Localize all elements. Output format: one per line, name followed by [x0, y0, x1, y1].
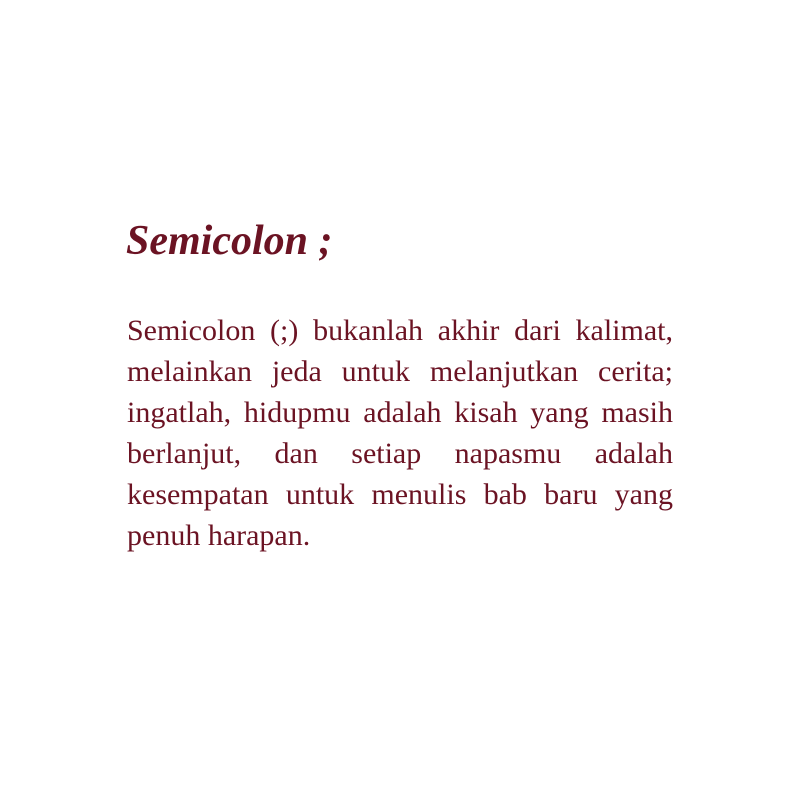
- quote-paragraph: Semicolon (;) bukanlah akhir dari kalimat, melainkan jeda untuk melanjutkan cerita; ingatlah, hidupmu adalah kisah yang masih berlanjut, dan setiap napasmu adalah kesempatan untuk menulis bab baru yang penuh harapan.: [127, 314, 673, 552]
- quote-title: Semicolon ;: [126, 218, 333, 264]
